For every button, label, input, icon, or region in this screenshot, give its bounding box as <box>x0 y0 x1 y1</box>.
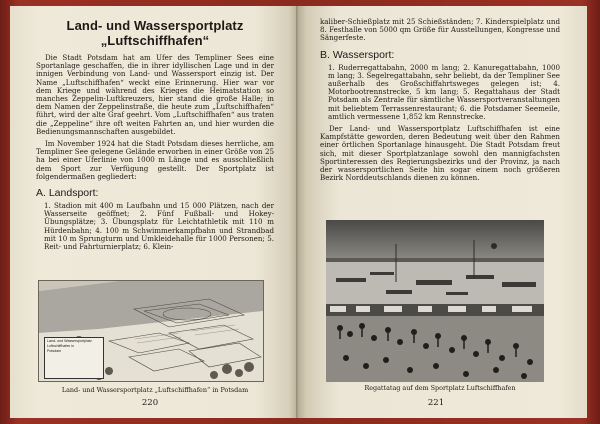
left-page-content <box>36 18 274 251</box>
closing-paragraph: Der Land- und Wassersportplatz Luftschiffhafen ist eine Kampfstätte geworden, deren Bedeutung weit über den Rahmen einer örtlichen Sportanlage hinausgeht. Die Stadt Potsdam freut sich, mit dieser Sportplatzanlage sowohl den mannigfachsten Sportinteressen des Regierungsbezirks und der Provinz, ja nach der wassersportlichen Seite hin sogar einem noch größeren Bezirk Norddeutschlands dienen zu können. <box>320 124 560 183</box>
wassersport-list: 1. Ruderregattabahn, 2000 m lang; 2. Kanuregattabahn, 1000 m lang; 3. Segelregattabahn, sehr beliebt, da der Templiner See außerhalb des Großschiffahrtsweges gelegen ist; 4. Motorbootrennstrecke, 5 km lang; 5. Regattahaus der Stadt Potsdam als Zentrale für sämtliche Wassersportveranstaltungen mit beliebtem Terrassenrestaurant; 6. die Potsdamer Seemeile, amtlich vermessene 1,852 km Rennstrecke. <box>328 62 560 121</box>
regatta-photo <box>326 220 544 382</box>
figure-caption-left: Land- und Wassersportplatz „Luftschiffhafen“ in Potsdam <box>61 386 249 394</box>
continued-list-text: kaliber-Schießplatz mit 25 Schießständen; 7. Kinderspielplatz und 8. Festhalle von 5000 qm Größe für Ausstellungen, Kongresse und Sängerfeste. <box>320 17 560 43</box>
history-paragraph: Im November 1924 hat die Stadt Potsdam dieses herrliche, am Templiner See gelegene Gelände erworben in einer Größe von 25 ha bei einer Uferlinie von 1000 m Länge und es ausschließlich dem Sport zur Verfügung gestellt. Der Sportplatz ist folgendermaßen gegliedert: <box>36 139 274 181</box>
section-heading-wassersport: B. Wassersport: <box>320 48 395 61</box>
right-page <box>298 6 587 418</box>
page-number-left: 220 <box>141 398 159 408</box>
title-line-1: Land- und Wassersportplatz <box>66 18 244 33</box>
figure-caption-right: Regattatag auf dem Sportplatz Luftschiffhafen <box>364 384 516 392</box>
left-page <box>10 6 298 418</box>
map-legend-line-2: Luftschiffhafen in <box>47 344 75 349</box>
page-title <box>36 18 274 48</box>
section-heading-landsport: A. Landsport: <box>36 187 99 200</box>
page-number-right: 221 <box>427 398 445 408</box>
map-legend-line-3: Potsdam <box>47 349 62 354</box>
landsport-list: 1. Stadion mit 400 m Laufbahn und 15 000 Plätzen, nach der Wasserseite geöffnet; 2. Fünf Fußball- und Hokey-Übungsplätze; 3. Übungsplatz für Leichtathletik mit 110 m Hürdenbahn; 4. 100 m Schwimmerkampfbahn und Strandbad mit 10 m Sprungturm und Umkleidehalle für 1000 Personen; 5. Reit- und Fahrturnierplatz; 6. Klein- <box>44 201 274 252</box>
photo-drawing <box>326 220 544 382</box>
right-page-content <box>320 18 560 182</box>
title-line-2: „Luftschiffhafen“ <box>100 33 210 48</box>
sportplatz-map-illustration <box>38 280 264 382</box>
map-legend <box>44 337 104 379</box>
intro-paragraph: Die Stadt Potsdam hat am Ufer des Templiner Sees eine Sportanlage geschaffen, die in ihrer idyllischen Lage und in der innigen Verbindung von Land- und Wassersport einzig ist. Der Name „Luftschiffhafen“ weckt eine Erinnerung. Hier war vor dem Kriege und während des Krieges die Heimatstation so manches Zeppelin-Luftkreuzers, hier stand die große Halle; in dem Namen der Zeppelinstraße, die heute zum „Luftschiffhafen“ führt, wird der alte Graf geehrt. Vom „Luftschiffhafen“ aus traten die „Zeppeline“ ihre oft weiten Fahrten an, und hier wurden die Bedienungsmannschaften ausgebildet. <box>36 53 274 136</box>
map-legend-line-1: Land- und Wassersportplatz <box>47 339 92 343</box>
